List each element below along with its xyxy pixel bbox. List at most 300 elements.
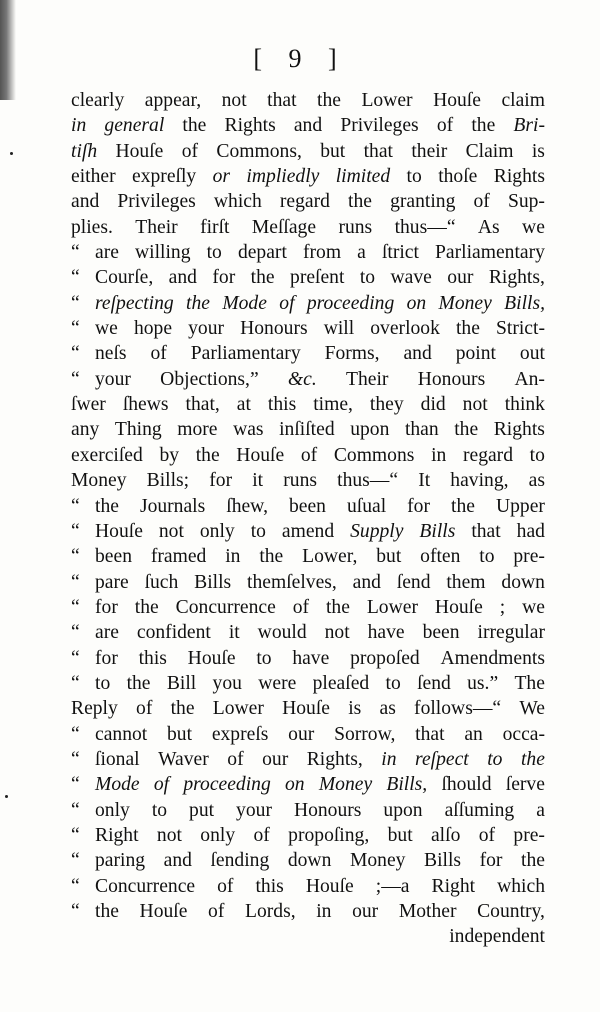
word: the [95,495,119,517]
word: a [357,242,366,264]
word: having, [450,470,509,492]
line-body [71,392,545,417]
word: have [367,622,405,644]
word: will [323,318,355,340]
line-body [95,240,545,265]
word: often [420,546,461,568]
word: Reply [71,698,118,720]
text-line [71,798,545,823]
word: but [387,824,413,846]
italic-word: the [186,292,210,314]
word: expreſly [132,166,197,188]
word: depart [237,242,287,264]
word: of [181,140,199,162]
text-line [71,494,545,519]
word: ſhews [122,394,169,416]
word: Courſe, [95,267,154,289]
word: Money [71,470,127,492]
word: of [150,343,167,365]
word: a [536,799,545,821]
italic-word: Mode [95,774,140,796]
word: Honours [293,799,362,821]
italic-word: in [71,115,87,137]
text-line [71,392,545,417]
word: ſhould [441,774,492,796]
word: runs [338,216,373,238]
word: the [195,444,220,466]
word: to [406,166,422,188]
word: out [519,343,545,365]
quote-mark: “ [71,495,80,517]
word: for [95,596,118,618]
word: that [267,90,297,111]
text-line [71,189,545,214]
word: we [522,596,545,618]
word: and [71,191,100,213]
word: the [521,850,545,872]
word: propoſing, [288,824,370,846]
word: Country, [477,901,545,922]
word: to [479,546,495,568]
word: framed [150,546,207,568]
word: our [352,901,379,922]
word: for [209,470,233,492]
quote-mark: “ [71,292,80,314]
line-body [71,113,545,138]
line-body [95,874,545,899]
quote-mark: “ [71,622,80,644]
word: Rights [224,115,276,137]
line-body [71,443,545,468]
quote-mark: “ [71,647,80,669]
quote-mark: “ [71,267,80,289]
word: inſiſted [279,419,335,441]
word: would [257,622,307,644]
word: Upper [495,495,545,517]
word: themſelves, [247,571,337,593]
line-body [71,696,545,721]
text-line [71,240,545,265]
word: pleaſed [312,672,370,694]
word: irregular [477,622,545,644]
word: the [451,495,475,517]
ink-speck [10,152,13,155]
word: our [262,748,289,770]
word: which [213,191,262,213]
word: Parliamentary [190,343,301,365]
line-body [71,139,545,164]
italic-word: tiſh [71,140,98,162]
line-body [95,671,545,696]
italic-word: Supply [350,520,404,542]
word: Meſſage [251,216,317,238]
italic-word: Mode [222,292,267,314]
word: ; [499,596,506,618]
word: runs [283,470,317,492]
word: at [236,394,251,416]
italic-word: reſpecting [95,292,174,314]
word: had [516,520,545,542]
word: Houſe [434,596,483,618]
quote-mark: “ [71,343,80,365]
word: upon [350,419,390,441]
word: the [317,90,341,111]
word: not [462,394,488,416]
word: them [446,571,486,593]
word: we [95,318,118,340]
word: ſwer [71,394,106,416]
text-line [71,443,545,468]
word: regard [279,191,330,213]
word: Amendments [440,647,545,669]
ink-speck [5,795,8,798]
word: exerciſed [71,444,143,466]
word: but [320,140,346,162]
quote-mark: “ [71,824,80,846]
text-line [71,696,545,721]
quote-mark: “ [71,901,80,922]
word: to [529,444,545,466]
italic-word: Bills, [386,774,428,796]
word: Bills [194,571,232,593]
word: overlook [370,318,440,340]
word: in [316,901,332,922]
catchword: independent [449,926,545,948]
word: and [352,571,381,593]
word: the [471,115,496,137]
line-body [95,595,545,620]
word: uſual [346,495,387,517]
word: Bills; [146,470,190,492]
italic-word: of [153,774,170,796]
word: Houſe [433,90,481,111]
word: not [156,824,182,846]
line-body [95,620,545,645]
quote-mark: “ [71,546,80,568]
word: willing [135,242,191,264]
word: this [255,875,284,897]
word: for [407,495,431,517]
word: that [471,520,501,542]
word: claim [501,90,545,111]
word: Money [349,850,406,872]
quote-mark: “ [71,520,80,542]
word: Their [346,368,389,390]
word: for [95,647,118,669]
italic-word: on [285,774,305,796]
word: Right [95,824,139,846]
word: only [200,824,236,846]
word: this [138,647,167,669]
word: not [324,622,350,644]
italic-word: reſpect [415,748,469,770]
word: granting [390,191,456,213]
text-line [71,646,545,671]
quote-mark: “ [71,723,80,745]
word: ſend [396,571,431,593]
word: for [479,850,503,872]
word: of [217,875,234,897]
word: Rights, [306,748,363,770]
quote-mark: “ [71,368,80,390]
word: Rights [493,419,545,441]
word: appear, [144,90,202,111]
word: more [177,419,218,441]
word: upon [383,799,423,821]
word: did [420,394,446,416]
word: follows—“ [414,698,502,720]
line-body [95,646,545,671]
word: your [188,318,225,340]
word: cannot [95,723,148,745]
quote-mark: “ [71,672,80,694]
word: to [359,267,376,289]
word: you [212,672,242,694]
word: been [422,622,460,644]
word: ſend [417,672,451,694]
page-number: [ 9 ] [253,44,347,73]
text-line [71,341,545,366]
word: of [292,596,310,618]
quote-mark: “ [71,799,80,821]
word: Sup- [507,191,545,213]
word: they [369,394,404,416]
word: Bills [424,850,462,872]
word: Privileges [117,191,196,213]
word: We [519,698,545,720]
quote-mark: “ [71,596,80,618]
word: pare [95,571,129,593]
word: that [415,723,445,745]
word: is [531,140,545,162]
word: and [163,850,192,872]
word: pre- [513,546,545,568]
quote-mark: “ [71,875,80,897]
word: Rights, [488,267,545,289]
word: the [170,698,195,720]
word: Commons, [216,140,302,162]
text-line [71,519,545,544]
text-line [71,139,545,164]
word: but [376,546,402,568]
word: that, [185,394,220,416]
text-line [71,417,545,442]
word: the [134,596,159,618]
italic-word: on [406,292,427,314]
italic-word: &c. [287,368,317,390]
word: the [325,596,350,618]
quote-mark: “ [71,318,80,340]
word: Claim [465,140,514,162]
word: thus—“ [394,216,456,238]
word: ſtrict [381,242,419,264]
line-body [95,823,545,848]
word: your [95,368,131,390]
line-body [71,189,545,214]
word: Houſe [139,901,188,922]
word: is [348,698,362,720]
word: of [227,748,244,770]
word: Houſe [187,647,236,669]
text-line [71,747,545,772]
word: of [253,824,270,846]
word: Waver [158,748,209,770]
line-body [95,494,545,519]
word: Lower [361,90,413,111]
word: think [504,394,545,416]
word: Bill [166,672,197,694]
word: were [258,672,297,694]
line-body [95,519,545,544]
quote-mark: “ [71,571,80,593]
word: amend [281,520,335,542]
word: neſs [95,343,127,365]
word: Forms, [324,343,380,365]
line-body [95,899,545,924]
text-line [71,291,545,316]
text-line [71,468,545,493]
word: of [300,444,318,466]
line-body [95,291,545,316]
word: to [95,672,111,694]
word: not [158,520,184,542]
word: ſional [95,748,140,770]
word: to [250,520,266,542]
word: only [199,520,235,542]
word: time, [313,394,353,416]
word: their [411,140,448,162]
line-body [71,164,545,189]
word: our [447,267,474,289]
word: Lords, [244,901,296,922]
word: down [501,571,545,593]
word: of [478,824,496,846]
word: Houſe [95,520,143,542]
italic-word: Bri- [513,115,545,137]
word: Concurrence [175,596,276,618]
word: It [418,470,431,492]
word: for [212,267,236,289]
italic-word: proceeding [306,292,395,314]
text-line [71,265,545,290]
word: clearly [71,90,125,111]
word: down [287,850,332,872]
word: Journals [139,495,206,517]
word: of [436,115,454,137]
italic-word: to [487,748,503,770]
text-line [71,164,545,189]
word: pre- [513,824,545,846]
word: wave [390,267,432,289]
word: thus—“ [337,470,399,492]
word: Right [431,875,476,897]
word: The [514,672,545,694]
word: by [159,444,180,466]
word: point [455,343,496,365]
word: Honours [417,368,486,390]
word: it [252,470,264,492]
word: it [228,622,240,644]
line-body [95,544,545,569]
word: Lower, [302,546,358,568]
word: Mother [398,901,457,922]
italic-word: Bills [419,520,456,542]
quote-mark: “ [71,850,80,872]
italic-word: general [104,115,165,137]
text-line [71,570,545,595]
word: alſo [430,824,461,846]
word: Sorrow, [334,723,396,745]
text-line [71,823,545,848]
word: any [71,419,100,441]
word: the [454,419,479,441]
word: and [293,115,323,137]
word: As [477,216,500,238]
italic-word: in [381,748,397,770]
word: your [236,799,272,821]
word: the [182,115,207,137]
word: and [403,343,432,365]
line-body [71,468,545,493]
word: we [522,216,545,238]
text-line [71,544,545,569]
word: Their [135,216,178,238]
word: either [71,166,116,188]
text-line [71,772,545,797]
text-line [71,595,545,620]
word: as [528,470,545,492]
italic-word: Money [318,774,373,796]
text-line [71,88,545,113]
italic-word: Bills, [504,292,545,314]
word: the [95,901,119,922]
word: to [151,799,168,821]
word: Houſe [236,444,285,466]
word: to [206,242,222,264]
word: was [233,419,264,441]
text-line [71,899,545,924]
text-line [71,113,545,138]
word: the [250,267,275,289]
word: are [95,242,119,264]
word: in [431,444,447,466]
word: in [225,546,241,568]
line-body [95,848,545,873]
word: Strict- [496,318,545,340]
word: the [259,546,284,568]
line-body [95,570,545,595]
word: paring [95,850,146,872]
word: ;—a [375,875,410,897]
word: Houſe [115,140,164,162]
word: ſhew, [226,495,268,517]
word: the [348,191,372,213]
word: not [221,90,247,111]
word: ſuch [144,571,179,593]
word: are [95,622,119,644]
word: been [288,495,326,517]
word: regard [462,444,514,466]
word: this [267,394,297,416]
word: Lower [366,596,418,618]
italic-word: or [212,166,231,188]
word: the [126,672,151,694]
word: have [292,647,330,669]
line-body [95,316,545,341]
word: an [464,723,483,745]
line-body [71,88,545,113]
word: which [497,875,545,897]
